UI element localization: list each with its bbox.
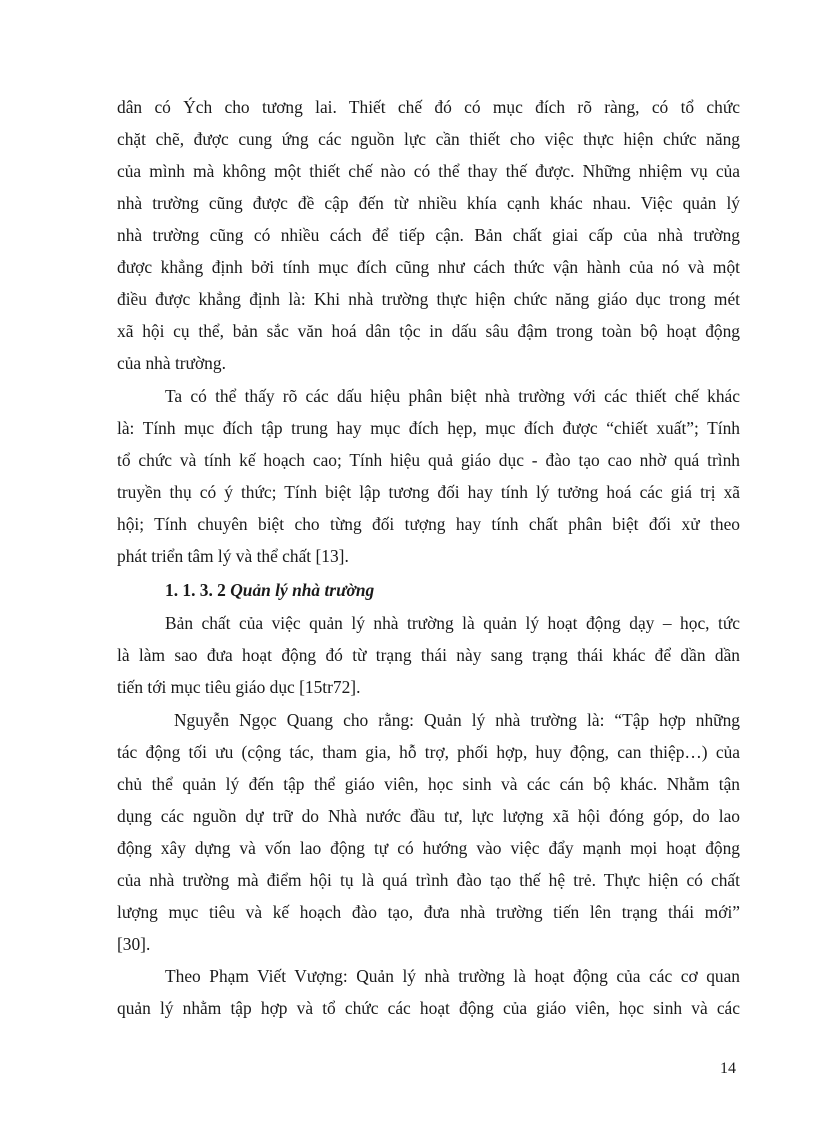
text-line: xã hội cụ thể, bản sắc văn hoá dân tộc in dấu sâu đậm trong toàn bộ hoạt động: [117, 321, 740, 341]
text-line: của nhà trường.: [117, 353, 226, 373]
heading-title: Quản lý nhà trường: [230, 580, 375, 600]
text-line: chặt chẽ, được cung ứng các nguồn lực cần thiết cho việc thực hiện chức năng: [117, 129, 740, 149]
text-line: [30].: [117, 934, 151, 954]
text-line: lượng mục tiêu và kế hoạch đào tạo, đưa nhà trường tiến lên trạng thái mới”: [117, 902, 740, 922]
text-line: của nhà trường mà điểm hội tụ là quá trình đào tạo thế hệ trẻ. Thực hiện có chất: [117, 870, 740, 890]
text-line: là làm sao đưa hoạt động đó từ trạng thái này sang trạng thái khác để dần dần: [117, 645, 740, 665]
page-number: 14: [720, 1060, 736, 1077]
section-heading: [165, 579, 374, 601]
heading-number: 1. 1. 3. 2: [165, 580, 226, 600]
text-line: quản lý nhằm tập hợp và tổ chức các hoạt động của giáo viên, học sinh và các: [117, 998, 740, 1018]
text-line: tổ chức và tính kế hoạch cao; Tính hiệu quả giáo dục - đào tạo cao nhờ quá trình: [117, 450, 740, 470]
text-line: nhà trường cũng có nhiều cách để tiếp cận. Bản chất giai cấp của nhà trường: [117, 225, 740, 245]
text-line: Bản chất của việc quản lý nhà trường là quản lý hoạt động dạy – học, tức: [165, 613, 740, 633]
text-line: nhà trường cũng được đề cập đến từ nhiều khía cạnh khác nhau. Việc quản lý: [117, 193, 740, 213]
text-line: dụng các nguồn dự trữ do Nhà nước đầu tư, lực lượng xã hội đóng góp, do lao: [117, 806, 740, 826]
text-line: tiến tới mục tiêu giáo dục [15tr72].: [117, 677, 361, 697]
text-line: được khẳng định bởi tính mục đích cũng như cách thức vận hành của nó và một: [117, 257, 740, 277]
text-line: phát triển tâm lý và thể chất [13].: [117, 546, 349, 566]
text-line: là: Tính mục đích tập trung hay mục đích hẹp, mục đích được “chiết xuất”; Tính: [117, 418, 740, 438]
text-line: Theo Phạm Viết Vượng: Quản lý nhà trường là hoạt động của các cơ quan: [165, 966, 740, 986]
text-line: động xây dựng và vốn lao động tự có hướng vào việc đẩy mạnh mọi hoạt động: [117, 838, 740, 858]
text-line: điều được khẳng định là: Khi nhà trường thực hiện chức năng giáo dục trong mét: [117, 289, 740, 309]
text-line: của mình mà không một thiết chế nào có thể thay thế được. Những nhiệm vụ của: [117, 161, 740, 181]
text-line: Ta có thể thấy rõ các dấu hiệu phân biệt nhà trường với các thiết chế khác: [165, 386, 740, 406]
text-line: hội; Tính chuyên biệt cho từng đối tượng hay tính chất phân biệt đối xử theo: [117, 514, 740, 534]
text-line: Nguyễn Ngọc Quang cho rằng: Quản lý nhà trường là: “Tập hợp những: [174, 710, 740, 730]
text-line: truyền thụ có ý thức; Tính biệt lập tương đối hay tính lý tưởng hoá các giá trị xã: [117, 482, 740, 502]
text-line: chủ thể quản lý đến tập thể giáo viên, học sinh và các cán bộ khác. Nhằm tận: [117, 774, 740, 794]
text-line: tác động tối ưu (cộng tác, tham gia, hỗ trợ, phối hợp, huy động, can thiệp…) của: [117, 742, 740, 762]
text-line: dân có Ých cho tương lai. Thiết chế đó có mục đích rõ ràng, có tổ chức: [117, 97, 740, 117]
